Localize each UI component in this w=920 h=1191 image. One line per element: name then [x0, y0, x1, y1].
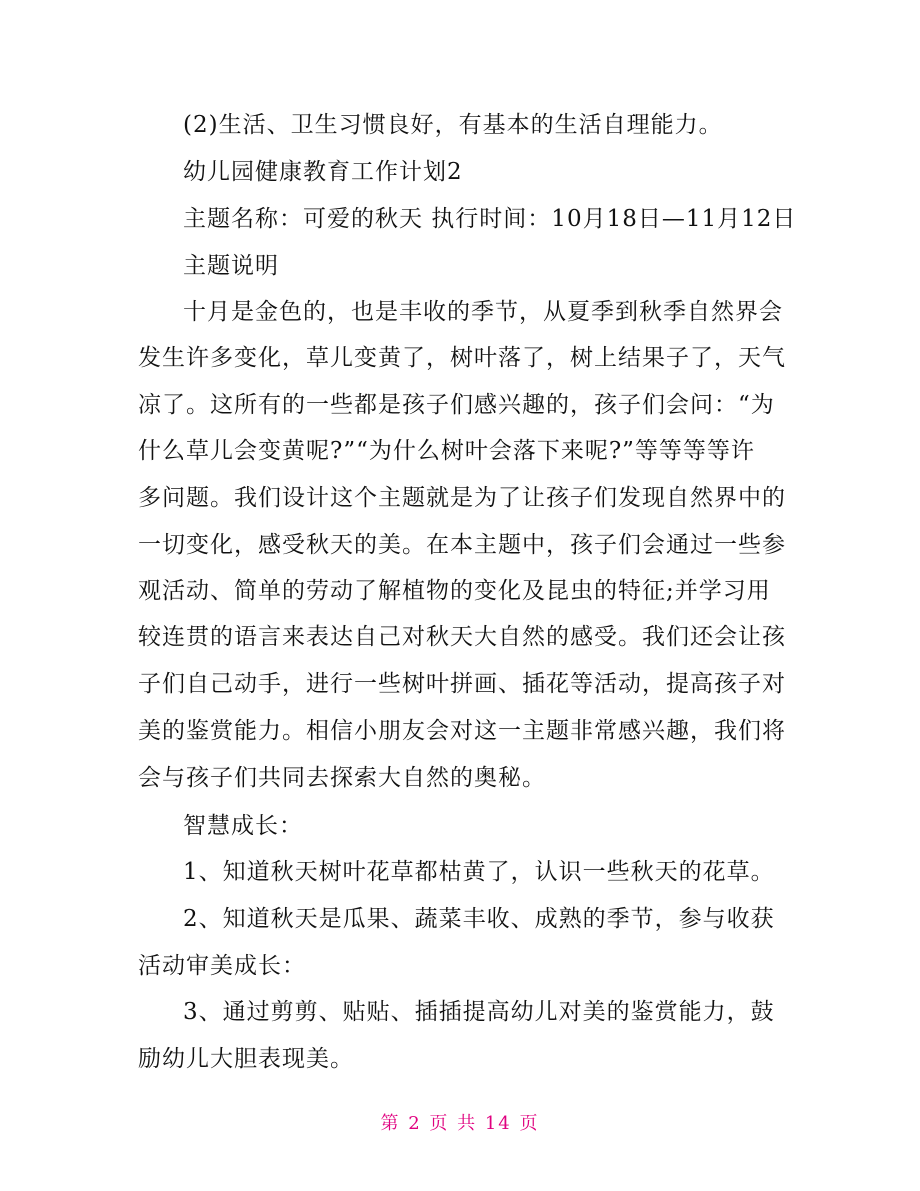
page-number-footer: 第 2 页 共 14 页	[380, 1113, 540, 1134]
description-line: 会与孩子们共同去探索大自然的奥秘。	[138, 765, 546, 791]
goal-item-2: 2、知道秋天是瓜果、蔬菜丰收、成熟的季节，参与收获	[183, 906, 775, 932]
description-line: 多问题。我们设计这个主题就是为了让孩子们发现自然界中的	[138, 485, 786, 511]
description-line: 一切变化，感受秋天的美。在本主题中，孩子们会通过一些参	[138, 532, 786, 558]
goal-item-3: 3、通过剪剪、贴贴、插插提高幼儿对美的鉴赏能力，鼓	[183, 999, 775, 1025]
description-line: 十月是金色的，也是丰收的季节，从夏季到秋季自然界会	[183, 299, 783, 325]
theme-name-line: 主题名称：可爱的秋天 执行时间：10月18日—11月12日	[183, 206, 797, 232]
wisdom-growth-heading: 智慧成长：	[183, 813, 303, 839]
aesthetic-growth-heading: 活动审美成长：	[138, 953, 306, 979]
description-line: 较连贯的语言来表达自己对秋天大自然的感受。我们还会让孩	[138, 624, 786, 650]
goal-item-1: 1、知道秋天树叶花草都枯黄了，认识一些秋天的花草。	[183, 859, 775, 885]
description-line: 美的鉴赏能力。相信小朋友会对这一主题非常感兴趣，我们将	[138, 718, 786, 744]
paragraph-habits: (2)生活、卫生习惯良好，有基本的生活自理能力。	[183, 112, 723, 138]
description-line: 观活动、简单的劳动了解植物的变化及昆虫的特征;并学习用	[138, 578, 771, 604]
description-line: 什么草儿会变黄呢?”“为什么树叶会落下来呢?”等等等等许	[138, 438, 755, 464]
description-line: 子们自己动手，进行一些树叶拼画、插花等活动，提高孩子对	[138, 671, 786, 697]
description-line: 发生许多变化，草儿变黄了，树叶落了，树上结果子了，天气	[138, 345, 786, 371]
theme-description-heading: 主题说明	[183, 253, 279, 279]
goal-item-3-continued: 励幼儿大胆表现美。	[138, 1046, 354, 1072]
section-title: 幼儿园健康教育工作计划2	[183, 159, 463, 185]
description-line: 凉了。这所有的一些都是孩子们感兴趣的，孩子们会问：“为	[138, 392, 775, 418]
